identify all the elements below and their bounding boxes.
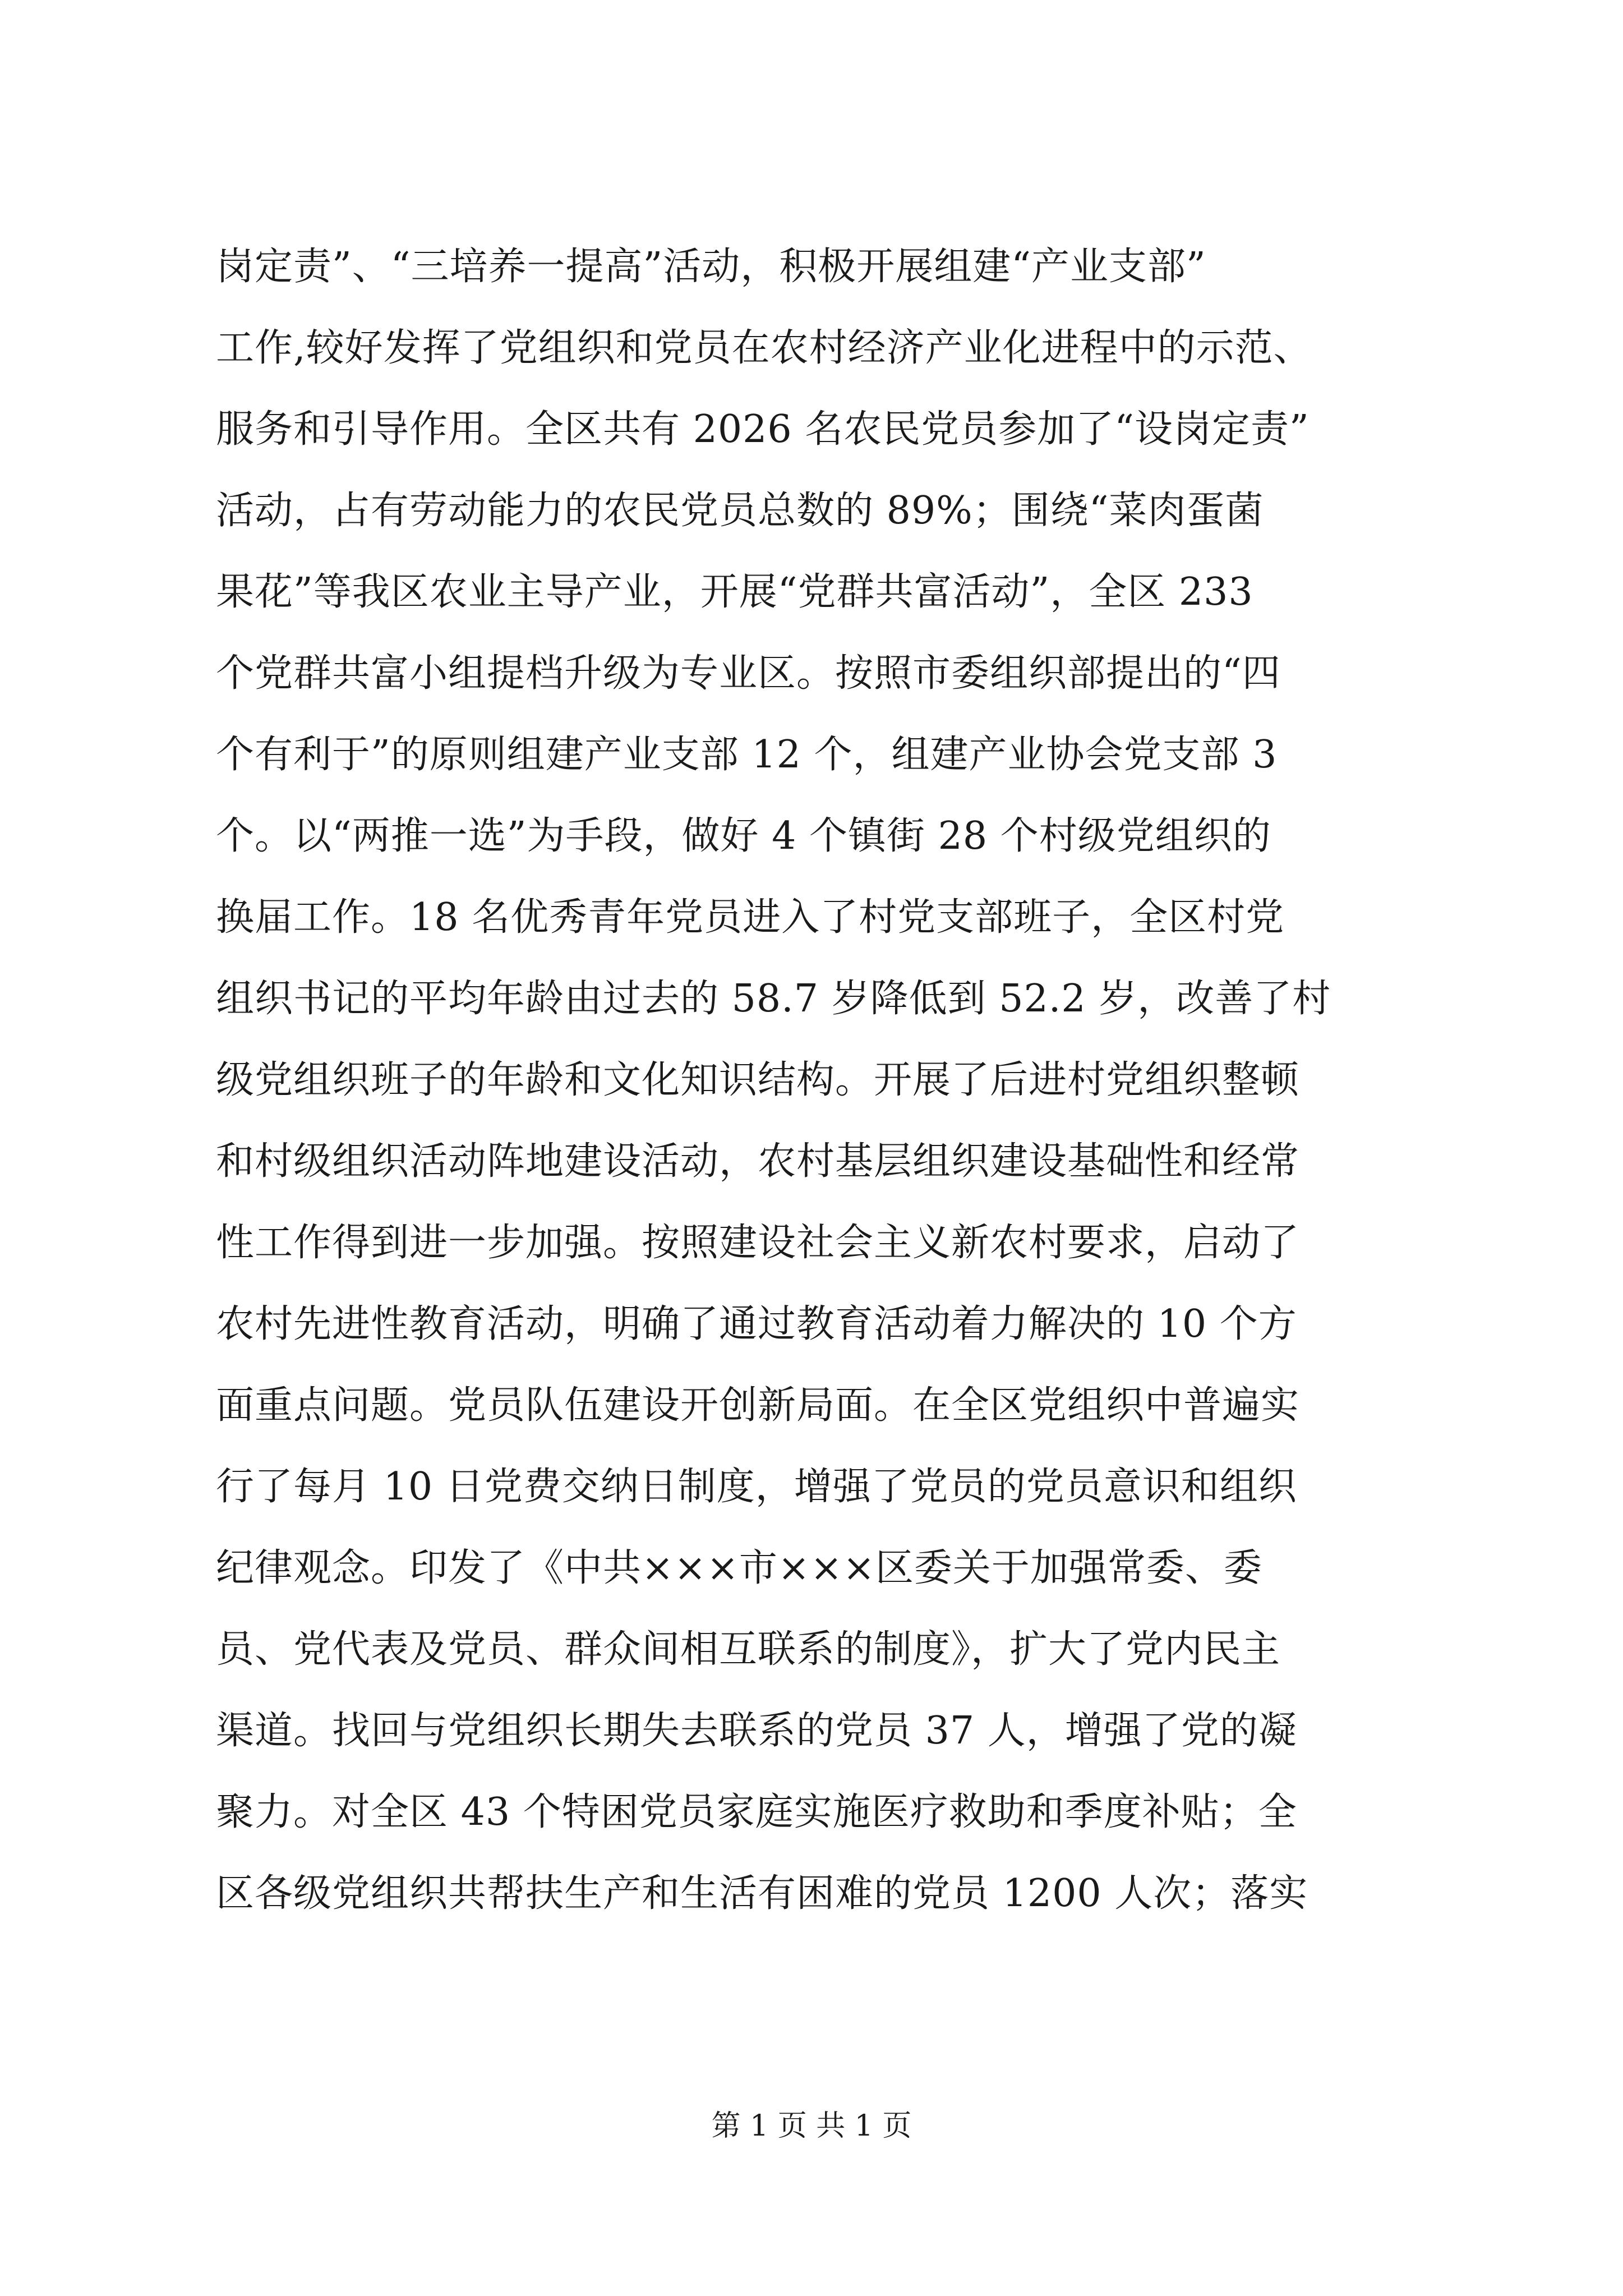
text-line: 行了每月 10 日党费交纳日制度，增强了党员的党员意识和组织 [216, 1465, 1297, 1509]
text-line: 岗定责”、“三培养一提高”活动，积极开展组建“产业支部” [216, 245, 1206, 289]
text-line: 组织书记的平均年龄由过去的 58.7 岁降低到 52.2 岁，改善了村 [216, 977, 1331, 1021]
text-line: 换届工作。18 名优秀青年党员进入了村党支部班子，全区村党 [216, 895, 1285, 940]
text-line: 纪律观念。印发了《中共×××市×××区委关于加强常委、委 [216, 1546, 1262, 1590]
text-line: 级党组织班子的年龄和文化知识结构。开展了后进村党组织整顿 [216, 1058, 1300, 1102]
text-line: 个。以“两推一选”为手段，做好 4 个镇街 28 个村级党组织的 [216, 814, 1271, 858]
text-line: 面重点问题。党员队伍建设开创新局面。在全区党组织中普遍实 [216, 1383, 1300, 1428]
text-line: 工作,较好发挥了党组织和党员在农村经济产业化进程中的示范、 [216, 326, 1312, 370]
text-line: 农村先进性教育活动，明确了通过教育活动着力解决的 10 个方 [216, 1302, 1297, 1346]
text-line: 果花”等我区农业主导产业，开展“党群共富活动”，全区 233 [216, 570, 1253, 614]
text-line: 服务和引导作用。全区共有 2026 名农民党员参加了“设岗定责” [216, 407, 1310, 452]
text-line: 个有利于”的原则组建产业支部 12 个，组建产业协会党支部 3 [216, 733, 1278, 777]
text-line: 聚力。对全区 43 个特困党员家庭实施医疗救助和季度补贴；全 [216, 1790, 1297, 1834]
text-line: 个党群共富小组提档升级为专业区。按照市委组织部提出的“四 [216, 651, 1281, 696]
text-line: 和村级组织活动阵地建设活动，农村基层组织建设基础性和经常 [216, 1139, 1300, 1184]
text-line: 区各级党组织共帮扶生产和生活有困难的党员 1200 人次；落实 [216, 1871, 1308, 1916]
page-number-label: 第 1 页 共 1 页 [711, 2109, 912, 2143]
text-line: 员、党代表及党员、群众间相互联系的制度》，扩大了党内民主 [216, 1627, 1281, 1672]
text-line: 渠道。找回与党组织长期失去联系的党员 37 人，增强了党的凝 [216, 1709, 1297, 1753]
text-line: 性工作得到进一步加强。按照建设社会主义新农村要求，启动了 [216, 1221, 1300, 1265]
page-footer [0, 2106, 1623, 2146]
text-line: 活动，占有劳动能力的农民党员总数的 89%；围绕“菜肉蛋菌 [216, 489, 1264, 533]
